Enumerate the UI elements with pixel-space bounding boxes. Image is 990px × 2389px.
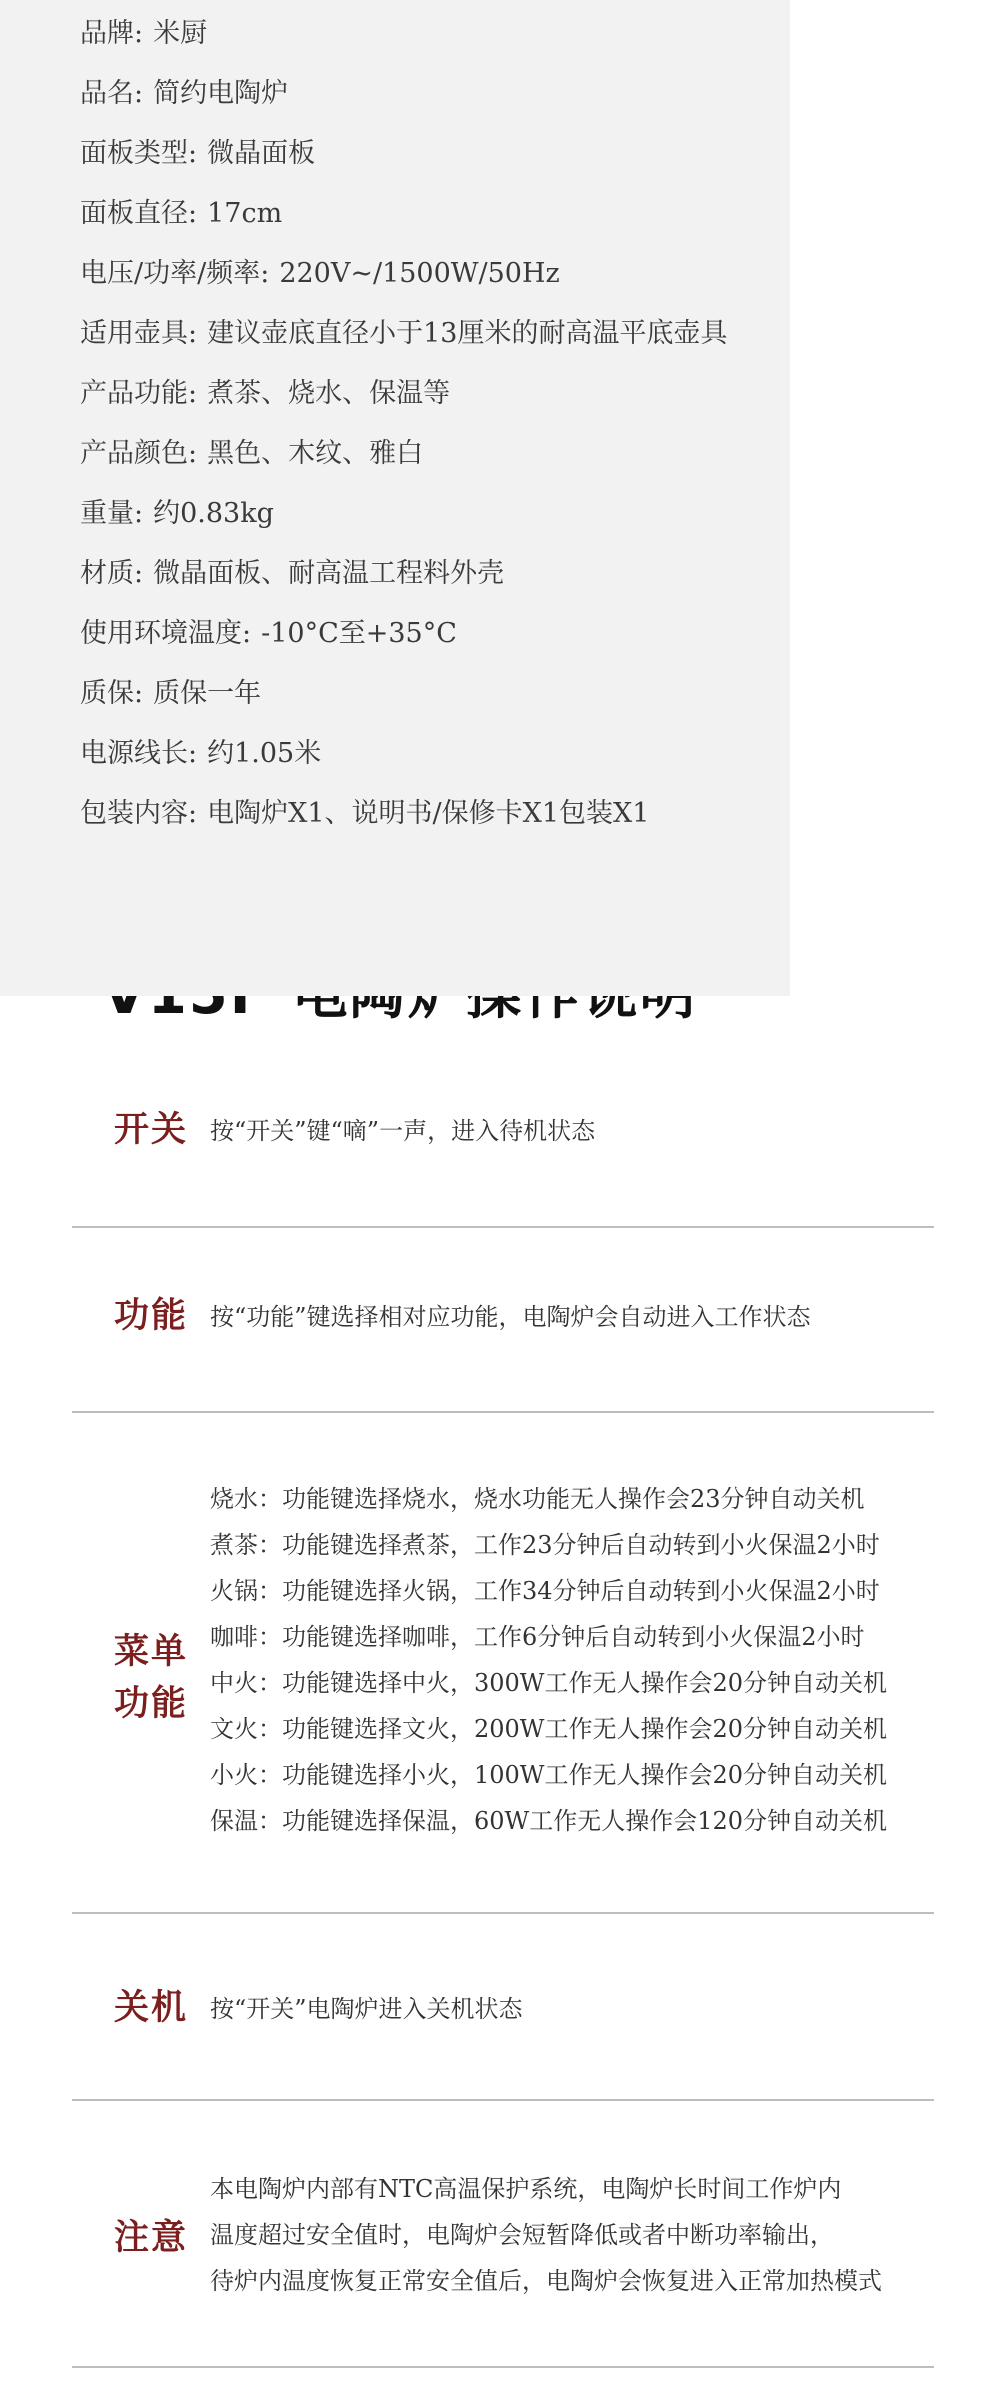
spec-row — [80, 132, 727, 192]
spec-key: 使用环境温度 — [80, 618, 242, 649]
menu-section — [72, 1476, 934, 1856]
note-lines — [210, 2166, 882, 2304]
menu-label-line2: 功能 — [114, 1684, 189, 1724]
menu-function-item: 煮茶：功能键选择煮茶，工作23分钟后自动转到小火保温2小时 — [210, 1531, 880, 1559]
function-label: 功能 — [114, 1296, 189, 1336]
spec-row — [80, 252, 727, 312]
spec-row — [80, 792, 727, 852]
spec-row — [80, 432, 727, 492]
spec-value: 米厨 — [153, 18, 208, 49]
spec-separator: : — [188, 798, 198, 829]
spec-row — [80, 72, 727, 132]
spec-row — [80, 612, 727, 672]
menu-function-list — [210, 1476, 887, 1844]
spec-key: 材质 — [80, 558, 134, 589]
divider — [72, 1912, 934, 1914]
spec-key: 电压/功率/频率 — [80, 258, 261, 289]
spec-value: 质保一年 — [153, 678, 262, 709]
spec-separator: : — [260, 258, 270, 289]
spec-row — [80, 192, 727, 252]
spec-separator: : — [242, 618, 252, 649]
spec-value: -10°C至+35°C — [261, 618, 457, 649]
note-section — [72, 2166, 934, 2316]
spec-row — [80, 492, 727, 552]
divider — [72, 2099, 934, 2101]
spec-value: 约1.05米 — [207, 738, 322, 769]
spec-separator: : — [134, 558, 144, 589]
spec-key: 电源线长 — [80, 738, 188, 769]
function-section — [72, 1290, 934, 1350]
spec-separator: : — [188, 738, 198, 769]
spec-value: 建议壶底直径小于13厘米的耐高温平底壶具 — [207, 318, 728, 349]
spec-key: 面板类型 — [80, 138, 188, 169]
power-section — [72, 1104, 934, 1164]
shutdown-section — [72, 1982, 934, 2042]
shutdown-text: 按“开关”电陶炉进入关机状态 — [210, 1995, 523, 2023]
power-text: 按“开关”键“嘀”一声，进入待机状态 — [210, 1117, 596, 1145]
spec-row — [80, 732, 727, 792]
spec-value: 微晶面板、耐高温工程料外壳 — [153, 558, 505, 589]
divider — [72, 1411, 934, 1413]
spec-value: 220V~/1500W/50Hz — [279, 258, 560, 289]
spec-value: 电陶炉X1、说明书/保修卡X1包装X1 — [207, 798, 650, 829]
menu-function-item: 保温：功能键选择保温，60W工作无人操作会120分钟自动关机 — [210, 1807, 888, 1835]
note-label: 注意 — [114, 2218, 189, 2258]
menu-function-item: 中火：功能键选择中火，300W工作无人操作会20分钟自动关机 — [210, 1669, 888, 1697]
spec-key: 适用壶具 — [80, 318, 188, 349]
function-text: 按“功能”键选择相对应功能，电陶炉会自动进入工作状态 — [210, 1303, 811, 1331]
spec-value: 约0.83kg — [153, 498, 274, 529]
spec-key: 产品颜色 — [80, 438, 188, 469]
spec-separator: : — [188, 138, 198, 169]
menu-function-item: 烧水：功能键选择烧水，烧水功能无人操作会23分钟自动关机 — [210, 1485, 865, 1513]
spec-key: 面板直径 — [80, 198, 188, 229]
spec-separator: : — [134, 498, 144, 529]
spec-key: 品名 — [80, 78, 134, 109]
note-line: 本电陶炉内部有NTC高温保护系统，电陶炉长时间工作炉内 — [210, 2175, 842, 2203]
spec-key: 产品功能 — [80, 378, 188, 409]
spec-panel — [0, 0, 790, 996]
menu-function-item: 小火：功能键选择小火，100W工作无人操作会20分钟自动关机 — [210, 1761, 888, 1789]
spec-value: 煮茶、烧水、保温等 — [207, 378, 451, 409]
spec-key: 质保 — [80, 678, 134, 709]
spec-separator: : — [188, 378, 198, 409]
spec-separator: : — [134, 18, 144, 49]
menu-function-item: 文火：功能键选择文火，200W工作无人操作会20分钟自动关机 — [210, 1715, 888, 1743]
spec-row — [80, 12, 727, 72]
spec-separator: : — [188, 198, 198, 229]
spec-key: 包装内容 — [80, 798, 188, 829]
shutdown-label: 关机 — [114, 1988, 189, 2028]
spec-separator: : — [188, 438, 198, 469]
spec-row — [80, 672, 727, 732]
menu-function-item: 咖啡：功能键选择咖啡，工作6分钟后自动转到小火保温2小时 — [210, 1623, 865, 1651]
spec-value: 黑色、木纹、雅白 — [207, 438, 424, 469]
spec-row — [80, 372, 727, 432]
power-label: 开关 — [114, 1110, 189, 1150]
spec-separator: : — [134, 78, 144, 109]
spec-value: 17cm — [207, 198, 283, 229]
note-line: 温度超过安全值时，电陶炉会短暂降低或者中断功率输出， — [210, 2221, 834, 2249]
divider — [72, 2366, 934, 2368]
spec-key: 品牌 — [80, 18, 134, 49]
spec-row — [80, 312, 727, 372]
spec-separator: : — [134, 678, 144, 709]
spec-row — [80, 552, 727, 612]
spec-list — [80, 12, 727, 852]
spec-key: 重量 — [80, 498, 134, 529]
spec-value: 微晶面板 — [207, 138, 316, 169]
divider — [72, 1226, 934, 1228]
spec-separator: : — [188, 318, 198, 349]
menu-label-line1: 菜单 — [114, 1632, 189, 1672]
spec-value: 简约电陶炉 — [153, 78, 289, 109]
menu-function-item: 火锅：功能键选择火锅，工作34分钟后自动转到小火保温2小时 — [210, 1577, 880, 1605]
note-line: 待炉内温度恢复正常安全值后，电陶炉会恢复进入正常加热模式 — [210, 2267, 882, 2295]
